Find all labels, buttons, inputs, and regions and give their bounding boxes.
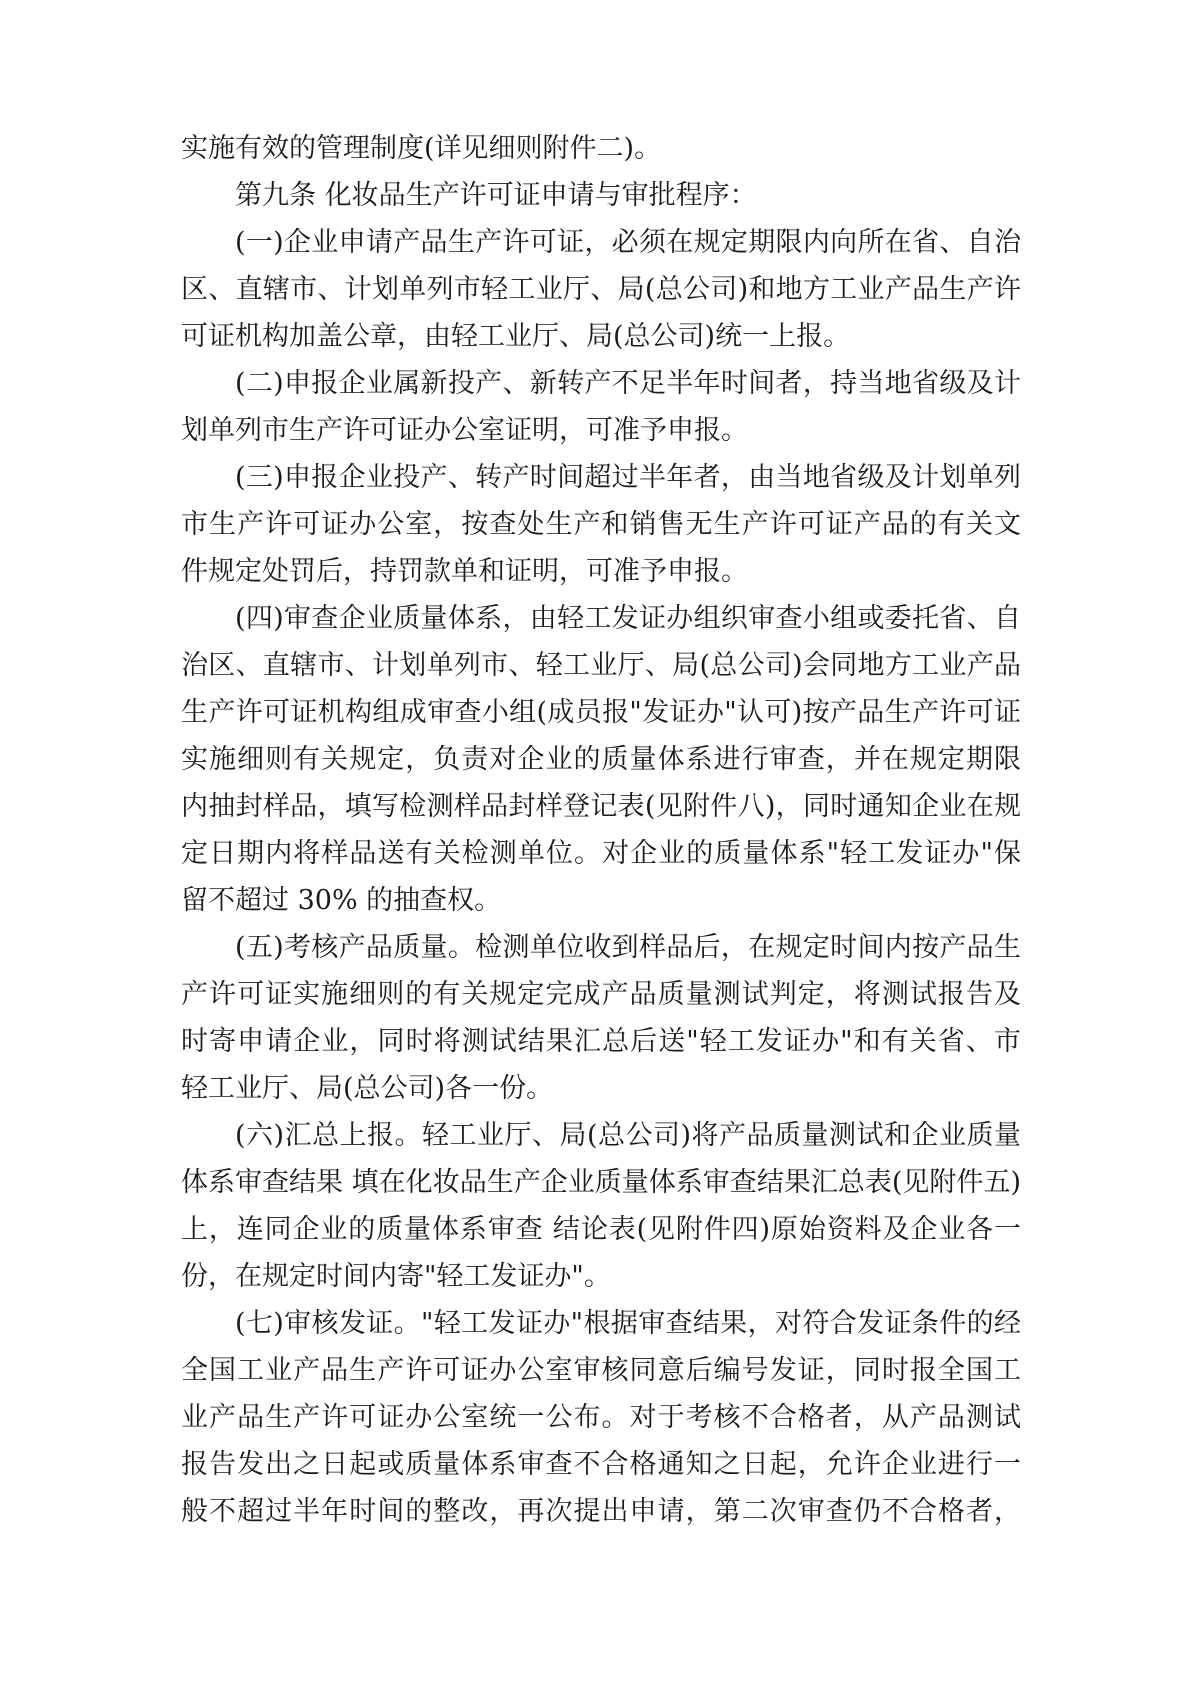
text-line: (三)申报企业投产、转产时间超过半年者，由当地省级及计划单列 (235, 462, 1021, 493)
text-line: (四)审查企业质量体系，由轻工发证办组织审查小组或委托省、自 (235, 603, 1021, 634)
text-line: 留不超过 30% 的抽查权。 (181, 885, 502, 916)
text-line: 产许可证实施细则的有关规定完成产品质量测试判定，将测试报告及 (181, 979, 1021, 1010)
text-line: 报告发出之日起或质量体系审查不合格通知之日起，允许企业进行一 (181, 1449, 1021, 1480)
document-body (181, 125, 1021, 1535)
text-line: 生产许可证机构组成审查小组(成员报"发证办"认可)按产品生产许可证 (181, 697, 1021, 728)
text-line: 轻工业厅、局(总公司)各一份。 (181, 1073, 554, 1104)
text-line: (五)考核产品质量。检测单位收到样品后，在规定时间内按产品生 (235, 932, 1021, 963)
text-line: 时寄申请企业，同时将测试结果汇总后送"轻工发证办"和有关省、市 (181, 1026, 1021, 1057)
text-line: (七)审核发证。"轻工发证办"根据审查结果，对符合发证条件的经 (235, 1308, 1021, 1339)
text-line: (一)企业申请产品生产许可证，必须在规定期限内向所在省、自治 (235, 227, 1021, 258)
text-line: 划单列市生产许可证办公室证明，可准予申报。 (181, 415, 748, 446)
text-line: 区、直辖市、计划单列市轻工业厅、局(总公司)和地方工业产品生产许 (181, 274, 1021, 305)
text-line: 般不超过半年时间的整改，再次提出申请，第二次审查仍不合格者， (181, 1496, 1021, 1527)
text-line: 可证机构加盖公章，由轻工业厅、局(总公司)统一上报。 (181, 321, 851, 352)
text-line: 市生产许可证办公室，按查处生产和销售无生产许可证产品的有关文 (181, 509, 1021, 540)
text-line: 实施细则有关规定，负责对企业的质量体系进行审查，并在规定期限 (181, 744, 1021, 775)
text-line: 份，在规定时间内寄"轻工发证办"。 (181, 1261, 611, 1292)
text-line: 定日期内将样品送有关检测单位。对企业的质量体系"轻工发证办"保 (181, 838, 1021, 869)
text-line: (六)汇总上报。轻工业厅、局(总公司)将产品质量测试和企业质量 (235, 1120, 1021, 1151)
text-line: 内抽封样品，填写检测样品封样登记表(见附件八)，同时通知企业在规 (181, 791, 1021, 822)
text-line: 第九条 化妆品生产许可证申请与审批程序： (235, 180, 757, 211)
text-line: 上，连同企业的质量体系审查 结论表(见附件四)原始资料及企业各一 (181, 1214, 1021, 1245)
text-line: 全国工业产品生产许可证办公室审核同意后编号发证，同时报全国工 (181, 1355, 1021, 1386)
text-line: 治区、直辖市、计划单列市、轻工业厅、局(总公司)会同地方工业产品 (181, 650, 1021, 681)
text-line: (二)申报企业属新投产、新转产不足半年时间者，持当地省级及计 (235, 368, 1021, 399)
text-line: 件规定处罚后，持罚款单和证明，可准予申报。 (181, 556, 748, 587)
text-line: 体系审查结果 填在化妆品生产企业质量体系审查结果汇总表(见附件五) (181, 1167, 1021, 1198)
text-line: 实施有效的管理制度(详见细则附件二)。 (181, 133, 662, 164)
text-line: 业产品生产许可证办公室统一公布。对于考核不合格者，从产品测试 (181, 1402, 1021, 1433)
